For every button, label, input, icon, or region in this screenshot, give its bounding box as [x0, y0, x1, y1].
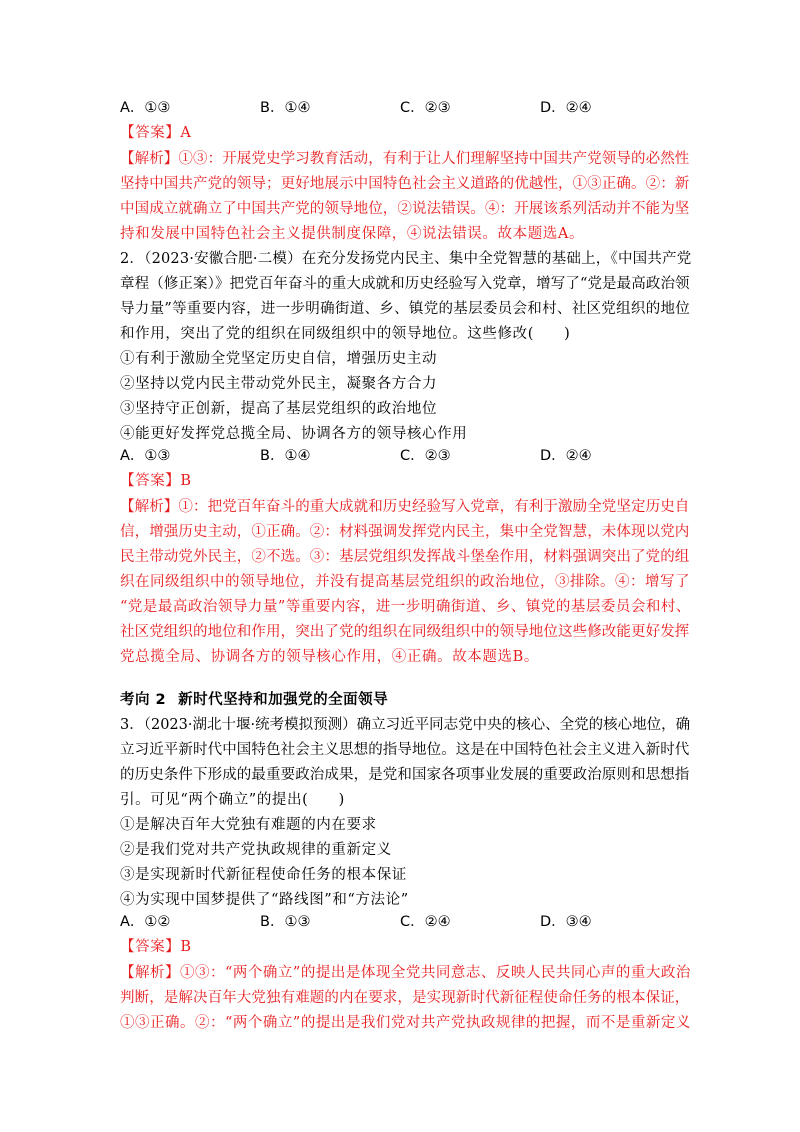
q1-analysis-line: 【解析】①③：开展党史学习教育活动，有利于让人们理解坚持中国共产党领导的必然性 [120, 151, 690, 167]
option-b: B．①③ [260, 914, 311, 930]
q3-statement: ②是我们党对共产党执政规律的重新定义 [120, 842, 392, 858]
q3-stem-line: 的历史条件下形成的最重要政治成果，是党和国家各项事业发展的重要政治原则和思想指 [120, 767, 690, 783]
q2-analysis-line: 【解析】①：把党百年奋斗的重大成就和历史经验写入党章，有利于激励全党坚定历史自 [120, 499, 690, 515]
option-c: C．②③ [400, 100, 451, 116]
option-c: C．②③ [400, 448, 451, 464]
q3-analysis-line: 判断，是解决百年大党独有难题的内在要求，是实现新时代新征程使命任务的根本保证， [120, 990, 690, 1006]
q3-stem-line: 立习近平新时代中国特色社会主义思想的指导地位。这是在中国特色社会主义进入新时代 [120, 742, 690, 758]
q3-analysis-line: ①③正确。②：“两个确立”的提出是我们党对共产党执政规律的把握，而不是重新定义 [120, 1015, 691, 1031]
q2-statement: ②坚持以党内民主带动党外民主，凝聚各方合力 [120, 376, 438, 392]
q3-statement: ③是实现新时代新征程使命任务的根本保证 [120, 867, 407, 883]
option-d: D．②④ [540, 100, 592, 116]
q3-answer: 【答案】B [120, 939, 192, 955]
q1-options [120, 98, 680, 118]
q2-analysis-line: “党是最高政治领导力量”等重要内容，进一步明确街道、乡、镇党的基层委员会和村、 [120, 599, 691, 615]
q2-analysis-line: 民主带动党外民主，②不选。③：基层党组织发挥战斗堡垒作用，材料强调突出了党的组 [120, 549, 690, 565]
option-c: C．②④ [400, 914, 451, 930]
q2-analysis-line: 织在同级组织中的领导地位，并没有提高基层党组织的政治地位，③排除。④：增写了 [120, 574, 690, 590]
q2-stem-line: 和作用，突出了党的组织在同级组织中的领导地位。这些修改( ) [120, 326, 571, 342]
q2-stem-line: 导力量”等重要内容，进一步明确街道、乡、镇党的基层委员会和村、社区党组织的地位 [120, 301, 691, 317]
q3-statement: ④为实现中国梦提供了“路线图”和“方法论” [120, 892, 409, 908]
q1-analysis-line: 持和发展中国特色社会主义提供制度保障，④说法错误。故本题选A。 [120, 226, 585, 242]
q2-analysis-line: 信，增强历史主动，①正确。②：材料强调发挥党内民主，集中全党智慧，未体现以党内 [120, 524, 690, 540]
option-a: A．①② [120, 914, 171, 930]
q2-answer: 【答案】B [120, 473, 192, 489]
q1-analysis-line: 中国成立就确立了中国共产党的领导地位，②说法错误。④：开展该系列活动并不能为坚 [120, 201, 690, 217]
option-b: B．①④ [260, 100, 311, 116]
q3-options [120, 912, 680, 932]
q3-statement: ①是解决百年大党独有难题的内在要求 [120, 817, 377, 833]
q3-stem-line: 引。可见“两个确立”的提出( ) [120, 792, 345, 808]
section-heading: 考向 2 新时代坚持和加强党的全面领导 [120, 692, 389, 708]
q2-stem-line: 2．（2023·安徽合肥·二模）在充分发扬党内民主、集中全党智慧的基础上，《中国共产党 [120, 251, 692, 267]
q2-stem-line: 章程（修正案）》把党百年奋斗的重大成就和历史经验写入党章，增写了“党是最高政治领 [120, 276, 690, 292]
option-b: B．①④ [260, 448, 311, 464]
q1-answer: 【答案】A [120, 125, 192, 141]
q3-analysis-line: 【解析】①③：“两个确立”的提出是体现全党共同意志、反映人民共同心声的重大政治 [120, 965, 691, 981]
q2-statement: ④能更好发挥党总揽全局、协调各方的领导核心作用 [120, 426, 468, 442]
q2-options [120, 446, 680, 466]
option-a: A．①③ [120, 448, 171, 464]
q1-analysis-line: 坚持中国共产党的领导；更好地展示中国特色社会主义道路的优越性，①③正确。②：新 [120, 176, 690, 192]
q2-statement: ①有利于激励全党坚定历史自信，增强历史主动 [120, 351, 438, 367]
q2-analysis-line: 社区党组织的地位和作用，突出了党的组织在同级组织中的领导地位这些修改能更好发挥 [120, 624, 690, 640]
q3-stem-line: 3．（2023·湖北十堰·统考模拟预测）确立习近平同志党中央的核心、全党的核心地位，确 [120, 717, 691, 733]
option-d: D．③④ [540, 914, 592, 930]
option-d: D．②④ [540, 448, 592, 464]
q2-analysis-line: 党总揽全局、协调各方的领导核心作用，④正确。故本题选B。 [120, 649, 539, 665]
option-a: A．①③ [120, 100, 171, 116]
q2-statement: ③坚持守正创新，提高了基层党组织的政治地位 [120, 401, 438, 417]
